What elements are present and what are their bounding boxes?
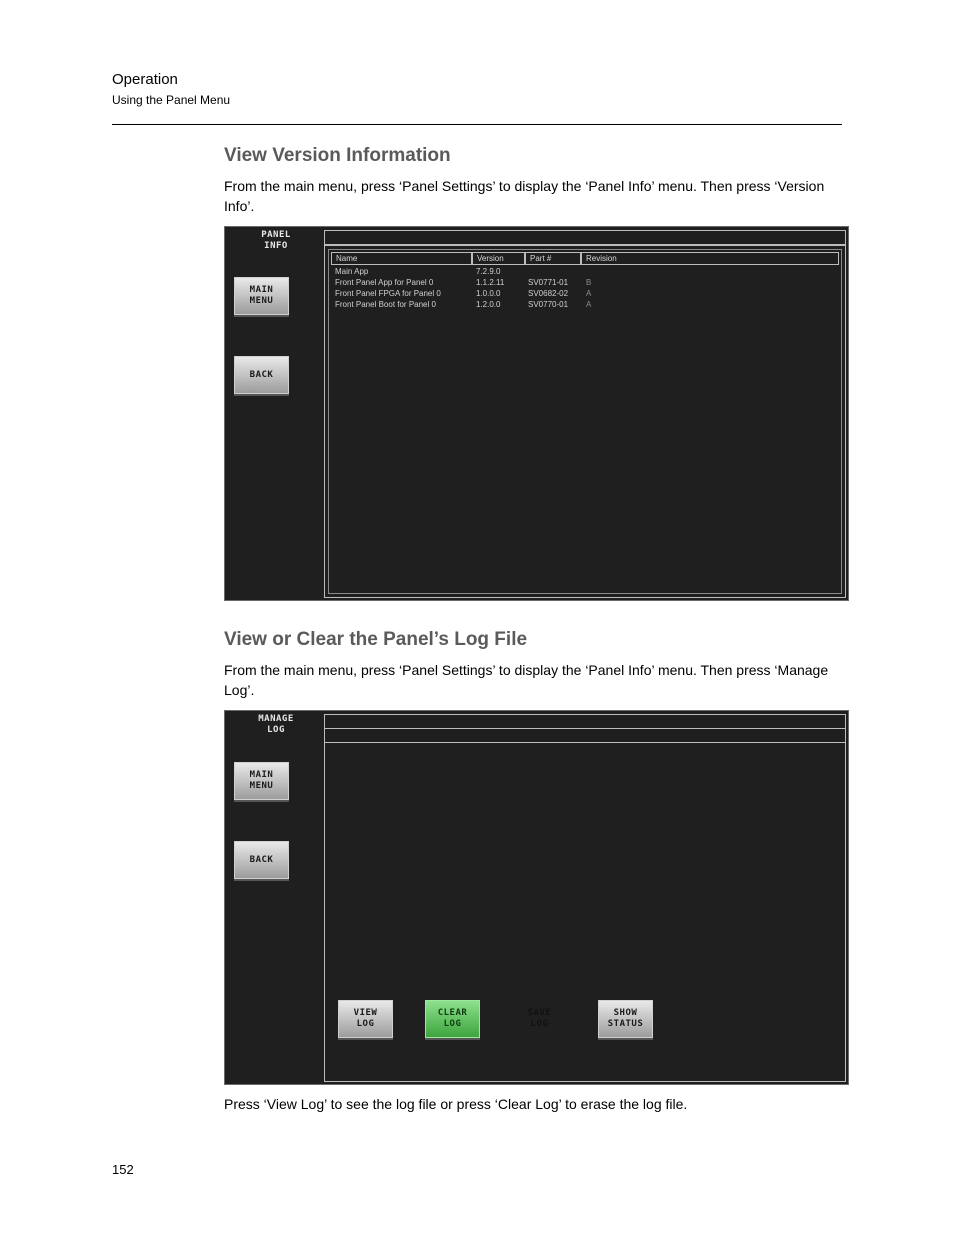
manage-log-subbar [324,728,846,743]
column-header-part[interactable]: Part # [525,252,581,265]
running-header-section: Using the Panel Menu [112,93,231,107]
panel-info-content [324,245,846,598]
paragraph-log-instructions: Press ‘View Log’ to see the log file or press ‘Clear Log’ to erase the log file. [224,1096,688,1112]
column-header-version[interactable]: Version [472,252,525,265]
table-body: Main App 7.2.9.0 Front Panel App for Panel 0 1.1.2.11 SV0771-01 B Front Panel FPGA for Panel 0 1.0.0.0 SV0682-02 A Front Panel Boot for Panel 0 1.2.0.0 SV0770-01 A [335,267,592,309]
version-table [328,249,842,594]
panel-info-top-bar [324,230,846,245]
paragraph-view-version: From the main menu, press ‘Panel Settings’ to display the ‘Panel Info’ menu. Then press ‘Version Info’. [224,178,825,214]
column-header-name[interactable]: Name [331,252,472,265]
panel-info-title: PANEL INFO [261,230,291,251]
view-log-button[interactable]: VIEW LOG [338,1000,393,1038]
manage-log-screen [224,710,849,1085]
main-menu-button[interactable]: MAIN MENU [234,277,289,315]
show-status-button[interactable]: SHOW STATUS [598,1000,653,1038]
clear-log-button[interactable]: CLEAR LOG [425,1000,480,1038]
heading-view-clear-log: View or Clear the Panel’s Log File [224,629,528,650]
main-menu-button[interactable]: MAIN MENU [234,762,289,800]
paragraph-view-clear-log: From the main menu, press ‘Panel Settings’ to display the ‘Panel Info’ menu. Then press ‘Manage Log’. [224,662,829,698]
column-header-revision[interactable]: Revision [581,252,839,265]
header-rule [112,124,842,125]
page-number: 152 [112,1162,134,1177]
save-log-button: SAVE LOG [527,1008,552,1029]
manage-log-top-bar [324,714,846,729]
running-header-chapter: Operation [112,71,178,88]
manage-log-title: MANAGE LOG [258,714,294,735]
back-button[interactable]: BACK [234,356,289,394]
heading-view-version: View Version Information [224,145,451,166]
panel-info-screen [224,226,849,601]
table-header [331,252,839,265]
back-button[interactable]: BACK [234,841,289,879]
manage-log-content [324,742,846,1082]
